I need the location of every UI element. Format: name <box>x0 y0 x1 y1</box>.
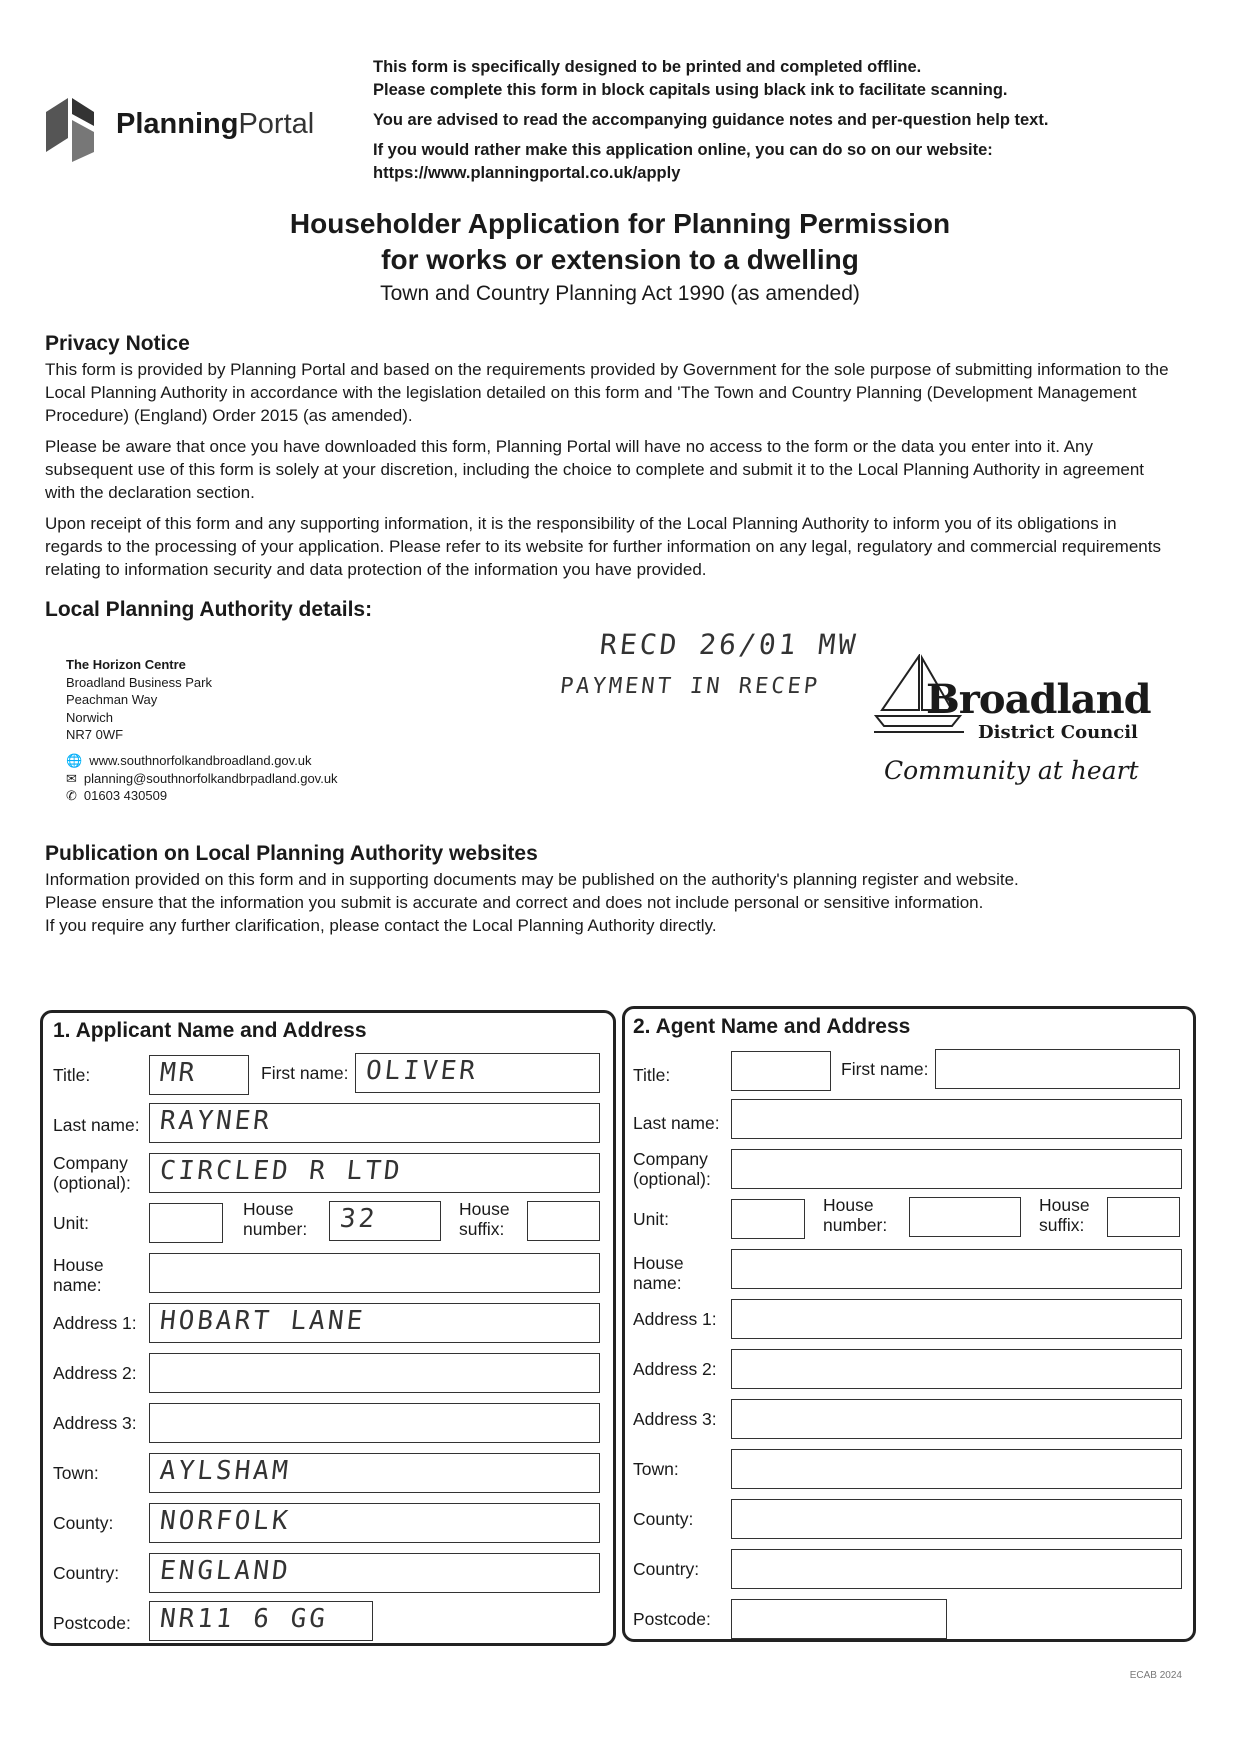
county-label: County: <box>53 1513 114 1533</box>
applicant-house-number-field[interactable] <box>329 1201 441 1241</box>
form-title-line2: for works or extension to a dwelling <box>381 244 859 275</box>
house-number-label-line: House <box>243 1199 294 1219</box>
house-suffix-label-line: House <box>459 1199 510 1219</box>
last-name-label: Last name: <box>633 1113 720 1133</box>
agent-house-name-field[interactable] <box>731 1249 1182 1289</box>
first-name-label: First name: <box>841 1059 929 1079</box>
address3-label: Address 3: <box>53 1413 137 1433</box>
privacy-paragraph: Upon receipt of this form and any supporting information, it is the responsibility of the Local Planning Authority to inform you of its obligations in regards to the processing of your application. Please refer to its website for further information on any legal, regulatory and commercial requirements relating to information security and data protection of the information you have provided. <box>45 514 1161 579</box>
address1-label: Address 1: <box>633 1309 717 1329</box>
lpa-contacts <box>66 752 338 805</box>
applicant-heading: 1. Applicant Name and Address <box>53 1019 367 1042</box>
house-name-label-line: House <box>53 1255 104 1275</box>
agent-postcode-field[interactable] <box>731 1599 947 1639</box>
lpa-address-line: Broadland Business Park <box>66 674 212 690</box>
lpa-website[interactable]: www.southnorfolkandbroadland.gov.uk <box>89 753 312 768</box>
applicant-last-name-value: RAYNER <box>158 1106 274 1136</box>
agent-address3-field[interactable] <box>731 1399 1182 1439</box>
globe-icon: 🌐 <box>66 753 83 768</box>
last-name-label: Last name: <box>53 1115 140 1135</box>
publication-line: Please ensure that the information you submit is accurate and correct and does not include personal or sensitive information. <box>45 893 984 912</box>
agent-town-field[interactable] <box>731 1449 1182 1489</box>
applicant-panel <box>40 1010 616 1646</box>
publication-line: Information provided on this form and in supporting documents may be published on the authority's planning register and website. <box>45 870 1019 889</box>
applicant-house-number-value: 32 <box>338 1204 379 1234</box>
publication-text <box>45 868 1175 937</box>
intro-line: This form is specifically designed to be printed and completed offline. <box>373 58 922 76</box>
house-name-label <box>53 1255 104 1295</box>
company-label-line: Company <box>633 1149 708 1169</box>
envelope-icon: ✉ <box>66 770 77 786</box>
lpa-email-row <box>66 770 338 788</box>
publication-heading: Publication on Local Planning Authority websites <box>45 842 538 865</box>
lpa-email[interactable]: planning@southnorfolkandbrpadland.gov.uk <box>83 770 338 786</box>
intro-text <box>373 56 1193 192</box>
first-name-label: First name: <box>261 1063 349 1083</box>
agent-house-suffix-field[interactable] <box>1107 1197 1180 1237</box>
privacy-heading: Privacy Notice <box>45 332 190 355</box>
form-subtitle: Town and Country Planning Act 1990 (as amended) <box>380 282 860 305</box>
agent-first-name-field[interactable] <box>935 1049 1180 1089</box>
country-label: Country: <box>633 1559 700 1579</box>
applicant-county-value: NORFOLK <box>158 1506 293 1536</box>
applicant-title-field[interactable] <box>149 1055 249 1095</box>
lpa-name: The Horizon Centre <box>66 657 186 672</box>
applicant-address3-field[interactable] <box>149 1403 600 1443</box>
town-label: Town: <box>53 1463 99 1483</box>
house-number-label-line: number: <box>243 1219 308 1239</box>
agent-address2-field[interactable] <box>731 1349 1182 1389</box>
house-number-label <box>243 1199 307 1239</box>
postcode-label: Postcode: <box>53 1613 131 1633</box>
form-code: ECAB 2024 <box>1129 1670 1182 1681</box>
address2-label: Address 2: <box>633 1359 717 1379</box>
intro-url: https://www.planningportal.co.uk/apply <box>373 164 681 182</box>
privacy-paragraph: Please be aware that once you have downloaded this form, Planning Portal will have no access to the form or the data you enter into it. Any subsequent use of this form is solely at your discretion, including the choice to complete and submit it to the Local Planning Authority in agreement with the declaration section. <box>45 437 1145 502</box>
applicant-company-value: CIRCLED R LTD <box>158 1156 405 1186</box>
unit-label: Unit: <box>633 1209 669 1229</box>
company-label <box>53 1153 131 1193</box>
applicant-country-value: ENGLAND <box>158 1556 293 1586</box>
company-label-optional: (optional): <box>53 1173 131 1193</box>
agent-heading: 2. Agent Name and Address <box>633 1015 911 1038</box>
address2-label: Address 2: <box>53 1363 137 1383</box>
applicant-country-field[interactable] <box>149 1553 600 1593</box>
council-subtitle: District Council <box>978 722 1138 743</box>
applicant-first-name-value: OLIVER <box>364 1056 480 1086</box>
town-label: Town: <box>633 1459 679 1479</box>
intro-line: If you would rather make this application online, you can do so on our website: <box>373 141 993 159</box>
house-suffix-label-line: House <box>1039 1195 1090 1215</box>
applicant-house-suffix-field[interactable] <box>527 1201 600 1241</box>
house-name-label-line: House <box>633 1253 684 1273</box>
unit-label: Unit: <box>53 1213 89 1233</box>
applicant-town-field[interactable] <box>149 1453 600 1493</box>
house-number-label-line: number: <box>823 1215 888 1235</box>
county-label: County: <box>633 1509 694 1529</box>
agent-country-field[interactable] <box>731 1549 1182 1589</box>
phone-icon: ✆ <box>66 788 77 803</box>
agent-last-name-field[interactable] <box>731 1099 1182 1139</box>
applicant-last-name-field[interactable] <box>149 1103 600 1143</box>
lpa-address-line: Peachman Way <box>66 692 158 707</box>
received-stamp-line1: RECD 26/01 MW <box>598 628 860 661</box>
intro-line: Please complete this form in block capitals using black ink to facilitate scanning. <box>373 81 1008 99</box>
lpa-website-row <box>66 752 338 770</box>
applicant-company-field[interactable] <box>149 1153 600 1193</box>
house-suffix-label <box>1039 1195 1090 1235</box>
applicant-county-field[interactable] <box>149 1503 600 1543</box>
council-name: Broadland <box>926 676 1151 723</box>
applicant-first-name-field[interactable] <box>355 1053 600 1093</box>
lpa-address <box>66 656 212 744</box>
agent-panel <box>622 1006 1196 1642</box>
applicant-postcode-field[interactable] <box>149 1601 373 1641</box>
lpa-phone-row <box>66 787 338 805</box>
agent-county-field[interactable] <box>731 1499 1182 1539</box>
agent-title-field[interactable] <box>731 1051 831 1091</box>
agent-house-number-field[interactable] <box>909 1197 1021 1237</box>
house-number-label-line: House <box>823 1195 874 1215</box>
applicant-address1-value: HOBART LANE <box>158 1306 367 1336</box>
house-suffix-label <box>459 1199 510 1239</box>
title-label: Title: <box>53 1065 91 1085</box>
broadland-logo <box>874 654 1164 794</box>
privacy-text <box>45 358 1175 589</box>
lpa-address-line: NR7 0WF <box>66 727 124 742</box>
council-tagline: Community at heart <box>884 756 1139 785</box>
agent-company-field[interactable] <box>731 1149 1182 1189</box>
postcode-label: Postcode: <box>633 1609 711 1629</box>
house-name-label-line: name: <box>53 1275 102 1295</box>
applicant-title-value: MR <box>158 1058 199 1088</box>
applicant-town-value: AYLSHAM <box>158 1456 293 1486</box>
house-name-label-line: name: <box>633 1273 682 1293</box>
planning-portal-wordmark: PlanningPortal <box>116 108 315 140</box>
planning-portal-logo-icon <box>42 92 104 162</box>
agent-unit-field[interactable] <box>731 1199 805 1239</box>
applicant-postcode-value: NR11 6 GG <box>158 1604 330 1634</box>
form-title <box>0 208 1240 306</box>
form-title-line1: Householder Application for Planning Permission <box>289 208 951 239</box>
privacy-paragraph: This form is provided by Planning Portal and based on the requirements provided by Government for the sole purpose of submitting information to the Local Planning Authority in accordance with the legislation detailed on this form and 'The Town and Country Planning (Development Management Procedure) (England) Order 2015 (as amended). <box>45 360 1169 425</box>
agent-address1-field[interactable] <box>731 1299 1182 1339</box>
applicant-address1-field[interactable] <box>149 1303 600 1343</box>
address3-label: Address 3: <box>633 1409 717 1429</box>
applicant-address2-field[interactable] <box>149 1353 600 1393</box>
house-number-label <box>823 1195 887 1235</box>
lpa-address-line: Norwich <box>66 709 113 725</box>
intro-line: You are advised to read the accompanying guidance notes and per-question help text. <box>373 111 1049 129</box>
planning-portal-logo <box>42 92 342 162</box>
country-label: Country: <box>53 1563 120 1583</box>
house-name-label <box>633 1253 684 1293</box>
house-suffix-label-line: suffix: <box>1039 1215 1085 1235</box>
received-stamp-line2: PAYMENT IN RECEP <box>558 674 822 699</box>
company-label-optional: (optional): <box>633 1169 711 1189</box>
lpa-heading: Local Planning Authority details: <box>45 598 373 621</box>
house-suffix-label-line: suffix: <box>459 1219 505 1239</box>
title-label: Title: <box>633 1065 671 1085</box>
company-label-line: Company <box>53 1153 128 1173</box>
publication-line: If you require any further clarification, please contact the Local Planning Authority directly. <box>45 916 717 935</box>
applicant-unit-field[interactable] <box>149 1203 223 1243</box>
company-label <box>633 1149 711 1189</box>
lpa-phone: 01603 430509 <box>83 788 168 803</box>
applicant-house-name-field[interactable] <box>149 1253 600 1293</box>
address1-label: Address 1: <box>53 1313 137 1333</box>
